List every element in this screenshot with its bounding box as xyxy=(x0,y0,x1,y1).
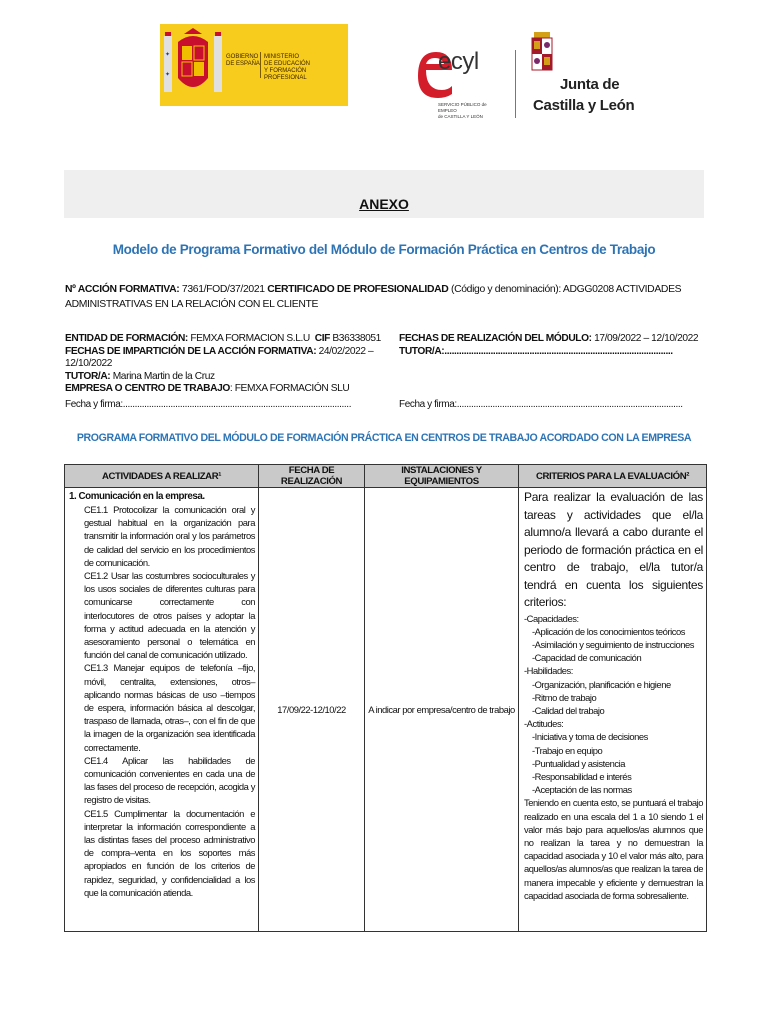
criteria-item: -Trabajo en equipo xyxy=(532,744,603,756)
ministry-line2: DE EDUCACIÓN xyxy=(264,61,311,67)
tutor-right-label: TUTOR/A: xyxy=(399,345,445,357)
activity-ce1-3: CE1.3 Manejar equipos de telefonía –fijo, móvil, centralita, extensiones, otros– aplicando normas básicas de uso –tiempos de espera, información básica al descolgar, traspaso de llamada, otras–, con el fin de que la imagen de la organización sea identificada correctamente. xyxy=(84,662,255,753)
table-row xyxy=(65,488,707,932)
cif-label: CIF xyxy=(314,333,330,344)
info-right xyxy=(399,333,709,358)
header-criterios: CRITERIOS PARA LA EVALUACIÓN² xyxy=(519,465,707,488)
criteria-item: -Ritmo de trabajo xyxy=(532,691,597,703)
criteria-list xyxy=(524,612,703,797)
accion-label: Nº ACCIÓN FORMATIVA: xyxy=(65,284,180,295)
activity-ce1-4: CE1.4 Aplicar las habilidades de comunicación convenientes en cada una de las fases del proceso de recepción, acogida y registro de visitas. xyxy=(84,754,255,806)
ecyl-sub2: de CASTILLA Y LEÓN xyxy=(438,114,483,119)
header-instalaciones: INSTALACIONES Y EQUIPAMIENTOS xyxy=(365,465,519,488)
tutor-left-line xyxy=(65,371,395,384)
ministerio-text xyxy=(264,54,344,82)
gov-divider xyxy=(260,52,261,78)
entidad-label: ENTIDAD DE FORMACIÓN: xyxy=(65,333,188,344)
criteria-item: -Calidad del trabajo xyxy=(532,704,605,716)
fechas-realizacion-label: FECHAS DE REALIZACIÓN DEL MÓDULO: xyxy=(399,333,592,344)
empresa-label: EMPRESA O CENTRO DE TRABAJO xyxy=(65,383,230,394)
criteria-item: -Iniciativa y toma de decisiones xyxy=(532,731,648,743)
annex-title: ANEXO xyxy=(359,196,409,212)
tutor-right-line xyxy=(399,346,709,359)
activity-ce1-1: CE1.1 Protocolizar la comunicación oral y gestual habitual en la organización para transmitir la información oral y los parámetros de calidad del servicio en los procedimientos de comunicación. xyxy=(84,504,255,568)
criteria-item: -Responsabilidad e interés xyxy=(532,770,632,782)
criteria-intro: Para realizar la evaluación de las tareas y actividades que el/la alumno/a llevará a cabo durante el periodo de formación práctica en el centro de trabajo, el/la tutor/a tendrá en cuenta los siguientes criterios: xyxy=(524,490,703,609)
accion-formativa-block xyxy=(65,282,705,312)
criteria-end: Teniendo en cuenta esto, se puntuará el trabajo realizado en una escala del 1 a 10 siendo 1 el valor más bajo para aquellos/as alumnos que no realizan la tarea y no demuestran la capacidad asociada y 10 el valor más alto, para aquellos/as alumnos/as que realizan la tarea de manera impecable y eficiente y demuestran la capacidad asociada de forma sobresaliente. xyxy=(524,797,703,901)
info-left xyxy=(65,333,395,396)
model-title: Modelo de Programa Formativo del Módulo de Formación Práctica en Centros de Trabajo xyxy=(112,242,656,257)
criteria-group-heading: -Actitudes: xyxy=(524,718,564,730)
fechas-realizacion-value: 17/09/2022 – 12/10/2022 xyxy=(594,333,699,344)
certificado-value: (Código y denominación): ADGG0208 ACTIVIDADES ADMINISTRATIVAS EN LA RELACIÓN CON EL CLIENTE xyxy=(65,284,682,310)
header-fecha: FECHA DE REALIZACIÓN xyxy=(259,465,365,488)
criteria-item: -Organización, planificación e higiene xyxy=(532,678,671,690)
criteria-group-heading: -Capacidades: xyxy=(524,612,579,624)
criteria-item: -Capacidad de comunicación xyxy=(532,652,642,664)
installations-cell: A indicar por empresa/centro de trabajo xyxy=(365,488,519,932)
empresa-line xyxy=(65,383,395,396)
firma-right: Fecha y firma:............................................................................................... xyxy=(399,399,683,410)
svg-text:✦: ✦ xyxy=(165,72,171,78)
header-actividades: ACTIVIDADES A REALIZAR¹ xyxy=(65,465,259,488)
criteria-item: -Aplicación de los conocimientos teóricos xyxy=(532,625,685,637)
ecyl-sub1: SERVICIO PÚBLICO de EMPLEO xyxy=(438,102,487,113)
tutor-left-label: TUTOR/A: xyxy=(65,370,111,382)
gobierno-line1: GOBIERNO xyxy=(226,54,259,60)
activity-heading: 1. Comunicación en la empresa. xyxy=(69,491,205,502)
ministry-line1: MINISTERIO xyxy=(264,54,300,60)
accion-value: 7361/FOD/37/2021 xyxy=(181,284,265,295)
activity-ce1-2: CE1.2 Usar las costumbres socioculturales y los usos sociales de diferentes culturas para comunicarse correctamente con interlocutores de otros países y adoptar la forma y actitud adecuada en la atención y asesoramiento personal o telemática en función del canal de comunicación utilizado. xyxy=(84,570,255,661)
logo-divider xyxy=(515,50,516,118)
fechas-realizacion-line xyxy=(399,333,709,346)
activities-cell xyxy=(65,488,259,932)
program-title: PROGRAMA FORMATIVO DEL MÓDULO DE FORMACIÓN PRÁCTICA EN CENTROS DE TRABAJO ACORDADO CON LA EMPRESA xyxy=(76,432,692,444)
tutor-right-value: .............................................................................................. xyxy=(444,345,673,357)
certificado-label: CERTIFICADO DE PROFESIONALIDAD xyxy=(267,284,449,295)
ecyl-name: ecyl xyxy=(438,48,479,75)
program-table xyxy=(64,464,707,932)
activity-ce1-5: CE1.5 Cumplimentar la documentación e interpretar la información correspondiente a las distintas fases del proceso administrativo de compra–venta en los soportes más apropiados en función de los criterios de rapidez, seguridad, y confidencialidad a los que la comunicación atienda. xyxy=(84,807,255,898)
criteria-item: -Asimilación y seguimiento de instrucciones xyxy=(532,638,694,650)
tutor-left-value: Marina Martin de la Cruz xyxy=(112,370,215,382)
fechas-imparticion-label: FECHAS DE IMPARTICIÓN DE LA ACCIÓN FORMATIVA: xyxy=(65,345,317,357)
entidad-value: FEMXA FORMACION S.L.U xyxy=(190,333,310,344)
fechas-imparticion-line xyxy=(65,346,395,371)
gobierno-espana-logo xyxy=(160,24,348,106)
junta-line2: Castilla y León xyxy=(533,97,635,114)
fechas-imparticion-value: 24/02/2022 – 12/10/2022 xyxy=(65,345,374,369)
ecyl-subtitle xyxy=(438,102,502,120)
gobierno-line2: DE ESPAÑA xyxy=(226,61,260,67)
ministry-line3: Y FORMACIÓN PROFESIONAL xyxy=(264,68,307,81)
empresa-value: : FEMXA FORMACIÓN SLU xyxy=(229,383,350,394)
junta-line1: Junta de xyxy=(560,76,620,93)
cif-value: B36338051 xyxy=(332,333,381,344)
criteria-item: -Puntualidad y asistencia xyxy=(532,757,625,769)
criteria-item: -Aceptación de las normas xyxy=(532,784,632,796)
firma-left: Fecha y firma:................................................................................................ xyxy=(65,399,352,410)
criteria-cell xyxy=(519,488,707,932)
entidad-line xyxy=(65,333,395,346)
table-header-row xyxy=(65,465,707,488)
coat-of-arms-icon xyxy=(164,28,222,102)
criteria-group-heading: -Habilidades: xyxy=(524,665,573,677)
svg-text:✦: ✦ xyxy=(165,52,171,58)
date-cell: 17/09/22-12/10/22 xyxy=(259,488,365,932)
